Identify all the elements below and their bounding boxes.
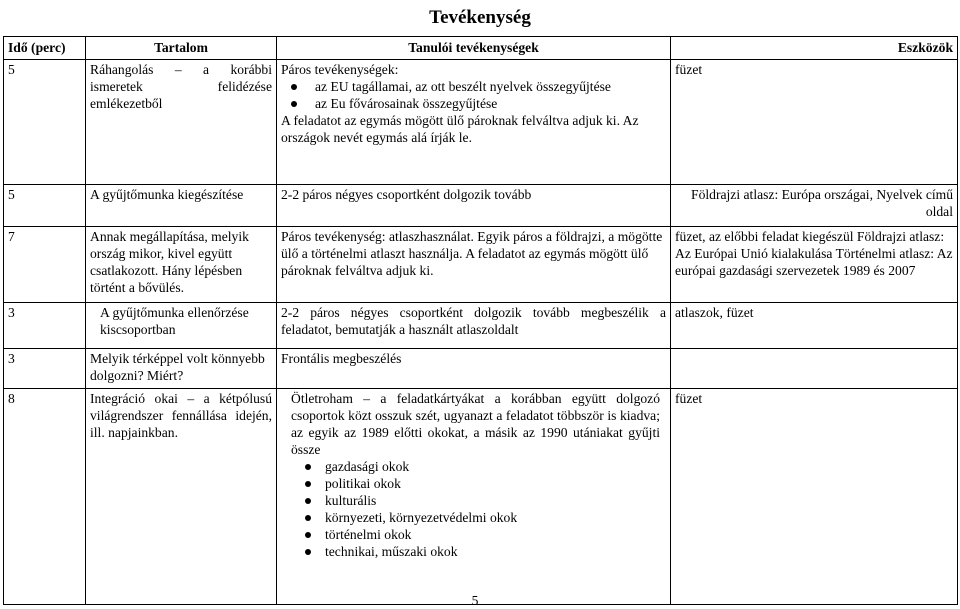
content-cell [86, 389, 277, 605]
tools-cell [671, 60, 958, 185]
activity-cell [277, 227, 671, 303]
activity-text: 2-2 páros négyes csoportként dolgozik tovább megbeszélik a feladatot, bemutatják a használt atlaszoldalt [281, 305, 666, 337]
activity-intro: Ötletroham – a feladatkártyákat a korábban együtt dolgozó csoportok közt osszuk szét, ugyanazt a feladatot többször is kiadva; az egyik az 1989 előtti okokat, a másik az 1990 utániakat gyűjti össze [291, 391, 660, 457]
tools-text: füzet [675, 62, 703, 77]
time-cell: 3 [4, 303, 86, 349]
time-cell: 5 [4, 185, 86, 227]
tools-cell [671, 349, 958, 389]
content-cell [86, 303, 277, 349]
header-row [4, 37, 958, 60]
list-item: környezeti, környezetvédelmi okok [325, 509, 660, 526]
content-cell [86, 227, 277, 303]
activity-cell [277, 349, 671, 389]
list-item: az EU tagállamai, az ott beszélt nyelvek összegyűjtése [315, 78, 666, 95]
tools-text: füzet [675, 391, 703, 406]
activity-bullets [291, 458, 660, 560]
tools-cell [671, 185, 958, 227]
time-cell: 8 [4, 389, 86, 605]
header-time: Idő (perc) [4, 37, 86, 60]
tools-cell [671, 227, 958, 303]
page-title: Tevékenység [429, 7, 531, 28]
activity-text: 2-2 páros négyes csoportként dolgozik tovább [281, 187, 532, 202]
list-item: az Eu fővárosainak összegyűjtése [315, 95, 666, 112]
header-activities: Tanulói tevékenységek [277, 37, 671, 60]
activity-cell [277, 60, 671, 185]
content-text: Annak megállapítása, melyik ország mikor, kivel együtt csatlakozott. Hány lépésben történt a bővülés. [90, 229, 249, 295]
content-cell [86, 185, 277, 227]
table-row [4, 389, 958, 605]
table-row [4, 349, 958, 389]
table-row [4, 60, 958, 185]
content-cell [86, 60, 277, 185]
tools-cell [671, 303, 958, 349]
time-cell: 3 [4, 349, 86, 389]
content-text: Ráhangolás – a korábbi ismeretek felidézése emlékezetből [90, 62, 272, 111]
activity-outro: A feladatot az egymás mögött ülő pároknak felváltva adjuk ki. Az országok nevét egymás alá írják le. [281, 113, 639, 145]
activity-intro: Páros tevékenységek: [281, 62, 399, 77]
list-item: kulturális [325, 492, 660, 509]
activity-text: Páros tevékenység: atlaszhasználat. Egyik páros a földrajzi, a mögötte ülő a történelmi atlaszt használja. A feladatot az egymás mögött ülő pároknak felváltva adjuk ki. [281, 229, 663, 278]
list-item: technikai, műszaki okok [325, 543, 660, 560]
time-cell: 7 [4, 227, 86, 303]
tools-text: Földrajzi atlasz: Európa országai, Nyelvek című oldal [691, 187, 953, 219]
list-item: történelmi okok [325, 526, 660, 543]
activity-cell [277, 303, 671, 349]
table-row [4, 227, 958, 303]
list-item: gazdasági okok [325, 458, 660, 475]
content-cell [86, 349, 277, 389]
activity-text: Frontális megbeszélés [281, 351, 402, 366]
tools-text: füzet, az előbbi feladat kiegészül Földrajzi atlasz: Az Európai Unió kialakulása Történelmi atlasz: Az európai gazdasági szervezetek 1989 és 2007 [675, 229, 953, 278]
table-row [4, 303, 958, 349]
activity-bullets [281, 78, 666, 112]
content-text: Integráció okai – a kétpólusú világrendszer fennállása idején, ill. napjainkban. [90, 391, 272, 440]
header-content: Tartalom [86, 37, 277, 60]
header-tools: Eszközök [671, 37, 958, 60]
tools-text: atlaszok, füzet [675, 305, 754, 320]
tools-cell [671, 389, 958, 605]
content-text: Melyik térképpel volt könnyebb dolgozni? Miért? [90, 351, 265, 383]
page-number: 5 [471, 593, 479, 608]
content-text: A gyűjtőmunka kiegészítése [90, 187, 244, 202]
activity-cell [277, 389, 671, 605]
list-item: politikai okok [325, 475, 660, 492]
activity-cell [277, 185, 671, 227]
time-cell: 5 [4, 60, 86, 185]
activity-table [3, 36, 958, 605]
table-row [4, 185, 958, 227]
content-text: A gyűjtőmunka ellenőrzése kiscsoportban [100, 305, 249, 337]
